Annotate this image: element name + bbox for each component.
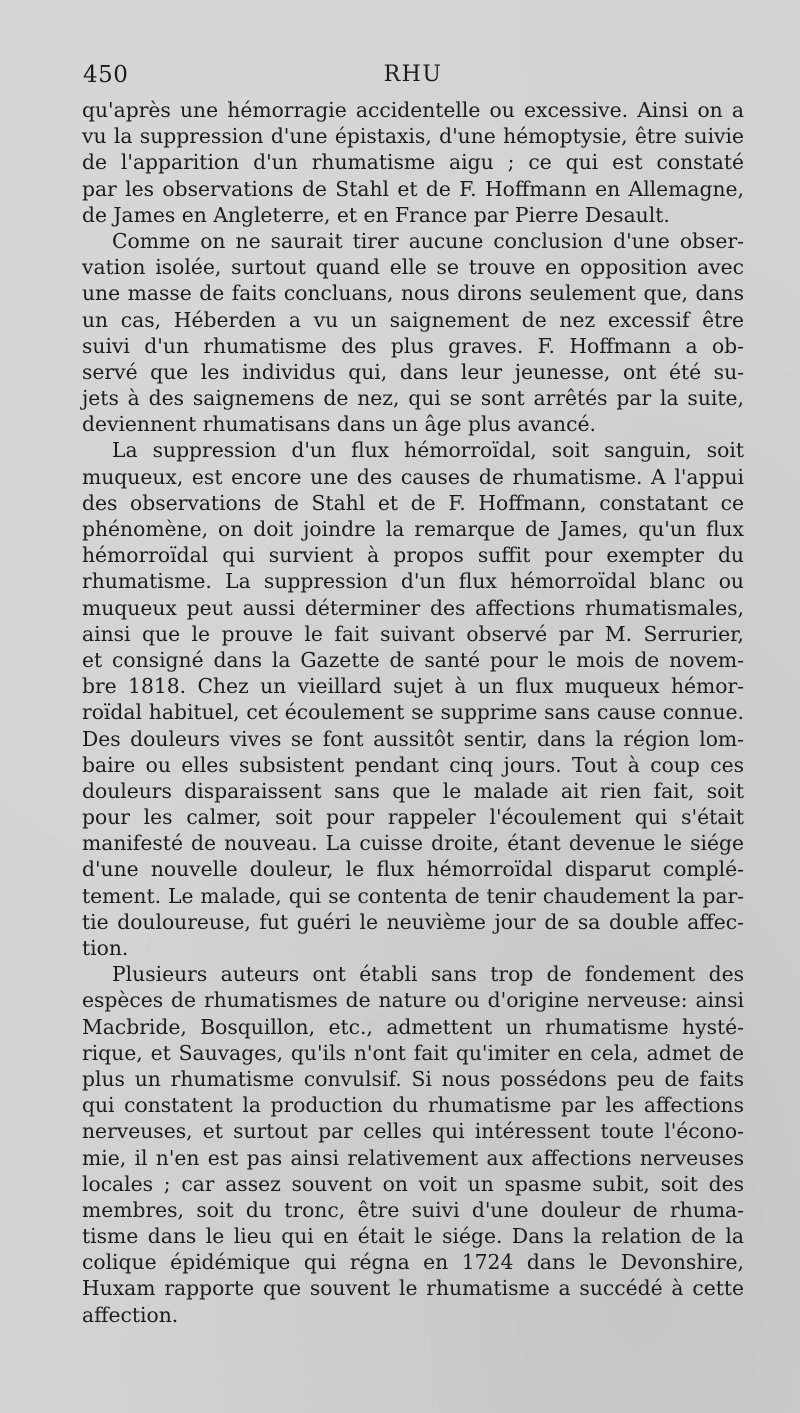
text-line: qui constatent la production du rhumatisme par les affections: [82, 1093, 744, 1118]
body-text: [82, 97, 744, 1328]
running-head: RHU: [383, 62, 443, 87]
text-line: vu la suppression d'une épistaxis, d'une hémoptysie, être suivie: [82, 124, 744, 149]
text-line: roïdal habituel, cet écoulement se supprime sans cause connue.: [82, 700, 744, 725]
paragraph: [82, 97, 744, 228]
paragraph: [82, 437, 744, 961]
text-line: rhumatisme. La suppression d'un flux hémorroïdal blanc ou: [82, 569, 744, 594]
text-line: vation isolée, surtout quand elle se trouve en opposition avec: [82, 255, 744, 280]
text-line: manifesté de nouveau. La cuisse droite, étant devenue le siége: [82, 831, 744, 856]
text-line: tion.: [82, 936, 129, 960]
text-line: suivi d'un rhumatisme des plus graves. F. Hoffmann a ob-: [82, 333, 744, 358]
text-line: un cas, Héberden a vu un saignement de nez excessif être: [82, 307, 744, 332]
text-line: La suppression d'un flux hémorroïdal, soit sanguin, soit: [112, 438, 744, 463]
text-line: des observations de Stahl et de F. Hoffmann, constatant ce: [82, 490, 744, 515]
text-line: phénomène, on doit joindre la remarque de James, qu'un flux: [82, 517, 744, 541]
text-line: par les observations de Stahl et de F. Hoffmann en Allemagne,: [82, 176, 744, 201]
text-line: qu'après une hémorragie accidentelle ou excessive. Ainsi on a: [82, 98, 744, 122]
text-line: hémorroïdal qui survient à propos suffit pour exempter du: [82, 543, 744, 568]
text-line: de l'apparition d'un rhumatisme aigu ; ce qui est constaté: [82, 150, 744, 175]
text-line: espèces de rhumatismes de nature ou d'origine nerveuse: ainsi: [82, 988, 744, 1013]
text-line: et consigné dans la Gazette de santé pour le mois de novem-: [82, 647, 744, 672]
text-line: tisme dans le lieu qui en était le siége. Dans la relation de la: [82, 1224, 744, 1249]
page-header: [83, 62, 743, 98]
text-line: pour les calmer, soit pour rappeler l'écoulement qui s'était: [82, 805, 744, 830]
text-line: une masse de faits concluans, nous dirons seulement que, dans: [82, 281, 744, 306]
page-number: 450: [83, 62, 129, 88]
text-line: nerveuses, et surtout par celles qui intéressent toute l'écono-: [82, 1119, 744, 1144]
text-line: de James en Angleterre, et en France par Pierre Desault.: [82, 202, 670, 227]
text-line: deviennent rhumatisans dans un âge plus avancé.: [82, 412, 596, 437]
text-line: baire ou elles subsistent pendant cinq jours. Tout à coup ces: [82, 752, 744, 777]
text-line: muqueux peut aussi déterminer des affections rhumatismales,: [82, 595, 744, 620]
text-line: affection.: [82, 1302, 179, 1327]
text-line: d'une nouvelle douleur, le flux hémorroïdal disparut complé-: [82, 857, 744, 882]
text-line: muqueux, est encore une des causes de rhumatisme. A l'appui: [82, 464, 744, 489]
paragraph: [82, 228, 744, 438]
text-line: Comme on ne saurait tirer aucune conclusion d'une obser-: [112, 228, 744, 253]
text-line: colique épidémique qui régna en 1724 dans le Devonshire,: [82, 1250, 744, 1275]
text-line: douleurs disparaissent sans que le malade ait rien fait, soit: [82, 778, 744, 803]
text-line: ainsi que le prouve le fait suivant observé par M. Serrurier,: [82, 621, 744, 646]
text-line: bre 1818. Chez un vieillard sujet à un flux muqueux hémor-: [82, 674, 744, 699]
text-line: Huxam rapporte que souvent le rhumatisme a succédé à cette: [82, 1276, 744, 1301]
text-line: tement. Le malade, qui se contenta de tenir chaudement la par-: [82, 883, 744, 908]
text-line: rique, et Sauvages, qu'ils n'ont fait qu'imiter en cela, admet de: [82, 1040, 744, 1065]
text-line: mie, il n'en est pas ainsi relativement aux affections nerveuses: [82, 1145, 744, 1170]
text-line: Plusieurs auteurs ont établi sans trop de fondement des: [112, 962, 744, 987]
text-line: plus un rhumatisme convulsif. Si nous possédons peu de faits: [82, 1066, 744, 1091]
text-line: servé que les individus qui, dans leur jeunesse, ont été su-: [82, 359, 744, 384]
text-line: locales ; car assez souvent on voit un spasme subit, soit des: [82, 1171, 744, 1196]
paragraph: [82, 961, 744, 1328]
text-line: Macbride, Bosquillon, etc., admettent un rhumatisme hysté-: [82, 1014, 744, 1039]
text-line: jets à des saignemens de nez, qui se sont arrêtés par la suite,: [82, 386, 744, 411]
text-line: Des douleurs vives se font aussitôt sentir, dans la région lom-: [82, 726, 744, 751]
text-line: tie douloureuse, fut guéri le neuvième jour de sa double affec-: [82, 909, 744, 934]
text-line: membres, soit du tronc, être suivi d'une douleur de rhuma-: [82, 1197, 744, 1222]
